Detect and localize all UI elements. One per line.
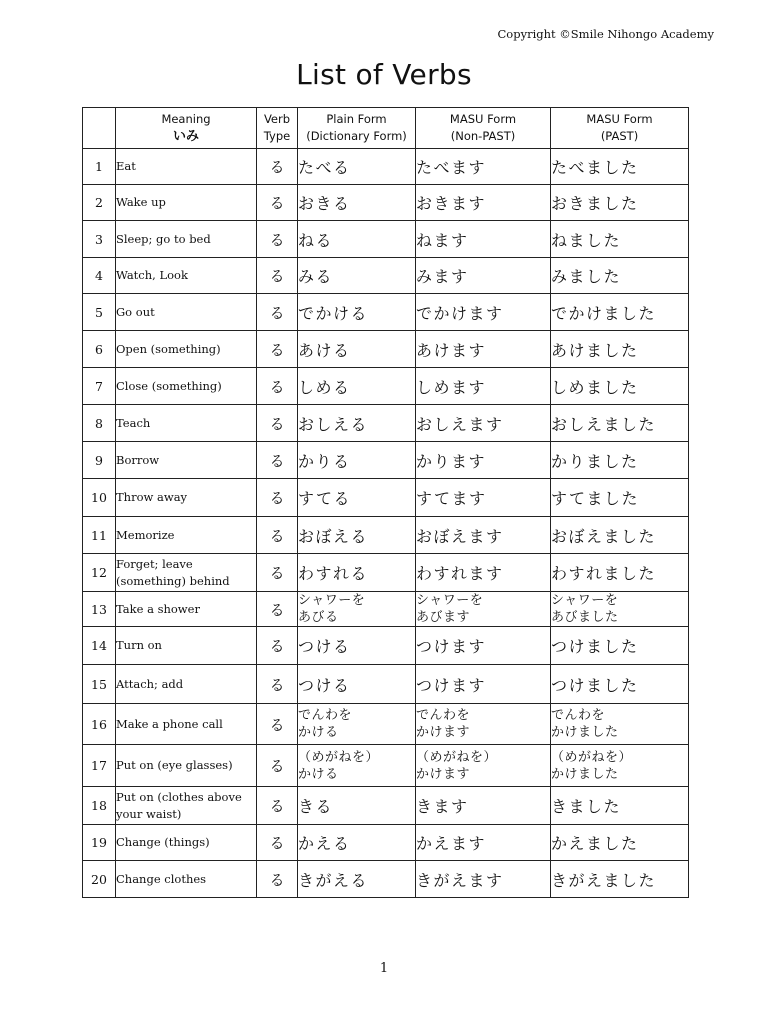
meaning-cell-line: Memorize [116, 527, 175, 542]
masu-nonpast-cell-line: （めがねを） [416, 749, 498, 765]
verb-rows [83, 149, 689, 898]
meaning-cell [116, 861, 257, 898]
verb-type-cell: る [257, 592, 298, 627]
table-row [83, 221, 689, 258]
meaning-cell-line: Change clothes [116, 871, 207, 886]
masu-past-cell-line: （めがねを） [551, 749, 633, 765]
meaning-cell-line: Change (things) [116, 835, 210, 849]
meaning-cell-line: Wake up [116, 195, 166, 209]
masu-nonpast-cell [416, 442, 551, 479]
verb-type-cell: る [257, 294, 298, 331]
plain-form-cell [298, 442, 416, 479]
masu-past-cell [551, 149, 689, 185]
masu-nonpast-cell-line: すてます [416, 489, 487, 508]
masu-nonpast-cell-line: ねます [416, 230, 469, 250]
masu-past-cell-line: かけました [551, 766, 619, 782]
meaning-cell-line: Forget; leave [116, 556, 193, 571]
plain-form-cell [298, 331, 416, 368]
masu-nonpast-cell-line: おぼえます [416, 526, 504, 546]
masu-past-cell [551, 258, 689, 294]
meaning-cell [116, 185, 257, 221]
table-row [83, 627, 689, 665]
row-number: 16 [83, 704, 116, 745]
masu-past-cell-line: でんわを [551, 708, 606, 723]
row-number: 9 [83, 442, 116, 479]
table-row [83, 442, 689, 479]
plain-form-cell [298, 479, 416, 517]
plain-form-cell-line: つける [298, 675, 351, 695]
copyright-notice: Copyright ©Smile Nihongo Academy [497, 27, 714, 41]
masu-nonpast-cell-line: かります [416, 451, 487, 471]
plain-form-cell-line: でんわを [298, 708, 353, 723]
table-row [83, 592, 689, 627]
meaning-cell-line: Make a phone call [116, 716, 223, 731]
verb-type-cell: る [257, 665, 298, 704]
masu-nonpast-cell-line: あびます [416, 610, 471, 625]
masu-past-cell-line: わすれました [551, 564, 657, 583]
masu-nonpast-cell-line: つけます [416, 675, 487, 695]
masu-nonpast-cell [416, 479, 551, 517]
masu-past-cell-line: ねました [551, 230, 622, 250]
masu-past-cell [551, 294, 689, 331]
plain-form-cell-line: でかける [298, 303, 369, 323]
plain-form-cell [298, 405, 416, 442]
masu-nonpast-cell [416, 554, 551, 592]
row-number: 6 [83, 331, 116, 368]
masu-nonpast-cell [416, 704, 551, 745]
page-number: 1 [379, 961, 389, 976]
meaning-cell [116, 258, 257, 294]
verb-type-cell: る [257, 861, 298, 898]
page-title: List of Verbs [296, 58, 472, 91]
masu-nonpast-cell-line: しめます [416, 377, 487, 397]
masu-nonpast-cell [416, 185, 551, 221]
masu-nonpast-cell-line: みます [416, 267, 469, 286]
header-masu-np-line2: (Non-PAST) [450, 129, 516, 143]
masu-past-cell-line: かりました [551, 451, 639, 471]
meaning-cell-line: Take a shower [116, 601, 200, 616]
masu-past-cell-line: すてました [551, 489, 639, 508]
masu-past-cell-line: あけました [551, 340, 639, 360]
verb-type-cell: る [257, 704, 298, 745]
row-number: 17 [83, 745, 116, 787]
verb-type-cell: る [257, 331, 298, 368]
verb-type-cell: る [257, 149, 298, 185]
masu-nonpast-cell [416, 787, 551, 825]
row-number: 12 [83, 554, 116, 592]
masu-past-cell [551, 405, 689, 442]
row-number: 13 [83, 592, 116, 627]
plain-form-cell [298, 592, 416, 627]
masu-nonpast-cell-line: おしえます [416, 414, 504, 434]
masu-past-cell [551, 221, 689, 258]
verb-table [82, 107, 689, 898]
masu-nonpast-cell [416, 825, 551, 861]
masu-past-cell-line: しめました [551, 377, 639, 397]
meaning-cell-line: Turn on [116, 638, 162, 652]
table-row [83, 665, 689, 704]
row-number: 7 [83, 368, 116, 405]
row-number: 2 [83, 185, 116, 221]
row-number: 19 [83, 825, 116, 861]
table-row [83, 368, 689, 405]
verb-type-cell: る [257, 825, 298, 861]
masu-past-cell [551, 517, 689, 554]
masu-past-cell-line: おしえました [551, 414, 657, 434]
plain-form-cell-line: ねる [298, 230, 334, 250]
header-verb-type [257, 108, 298, 149]
plain-form-cell-line: おしえる [298, 414, 369, 434]
plain-form-cell-line: あける [298, 340, 351, 360]
masu-past-cell [551, 861, 689, 898]
masu-nonpast-cell-line: きがえます [416, 870, 504, 890]
verb-type-cell: る [257, 368, 298, 405]
table-row [83, 258, 689, 294]
masu-nonpast-cell-line: でんわを [416, 708, 471, 723]
plain-form-cell-line: すてる [298, 489, 351, 508]
plain-form-cell [298, 368, 416, 405]
row-number: 15 [83, 665, 116, 704]
plain-form-cell-line: かえる [298, 834, 351, 853]
masu-past-cell-line: おぼえました [551, 526, 657, 546]
meaning-cell-line: Throw away [116, 490, 188, 504]
row-number: 4 [83, 258, 116, 294]
masu-nonpast-cell [416, 149, 551, 185]
meaning-cell-line: your waist) [116, 806, 182, 821]
table-row [83, 149, 689, 185]
meaning-cell-line: Borrow [116, 452, 160, 467]
masu-nonpast-cell-line: でかけます [416, 303, 504, 323]
meaning-cell [116, 825, 257, 861]
plain-form-cell-line: しめる [298, 377, 351, 397]
meaning-cell-line: (something) behind [116, 573, 230, 588]
masu-past-cell-line: つけました [551, 637, 639, 656]
header-meaning-en: Meaning [161, 112, 211, 126]
verb-type-cell: る [257, 405, 298, 442]
plain-form-cell-line: きる [298, 797, 334, 816]
header-number [83, 108, 116, 149]
plain-form-cell-line: おきる [298, 194, 351, 213]
plain-form-cell-line: みる [298, 267, 334, 286]
meaning-cell [116, 294, 257, 331]
meaning-cell [116, 479, 257, 517]
masu-past-cell [551, 331, 689, 368]
table-row [83, 294, 689, 331]
masu-nonpast-cell [416, 331, 551, 368]
row-number: 10 [83, 479, 116, 517]
masu-past-cell-line: かえました [551, 834, 639, 853]
plain-form-cell-line: つける [298, 637, 351, 656]
meaning-cell-line: Go out [116, 304, 155, 319]
masu-past-cell [551, 665, 689, 704]
meaning-cell [116, 745, 257, 787]
plain-form-cell [298, 825, 416, 861]
header-masu-past [551, 108, 689, 149]
verb-type-cell: る [257, 787, 298, 825]
header-verb-type-line1: Verb [263, 112, 291, 126]
masu-past-cell [551, 825, 689, 861]
masu-past-cell-line: たべました [551, 158, 639, 177]
meaning-cell-line: Open (something) [116, 341, 221, 356]
header-masu-np-line1: MASU Form [449, 112, 517, 126]
plain-form-cell-line: おぼえる [298, 526, 369, 546]
meaning-cell-line: Sleep; go to bed [116, 231, 211, 246]
header-masu-p-line1: MASU Form [586, 112, 653, 126]
plain-form-cell [298, 554, 416, 592]
masu-nonpast-cell [416, 517, 551, 554]
masu-past-cell-line: シャワーを [551, 593, 619, 608]
table-row [83, 517, 689, 554]
row-number: 5 [83, 294, 116, 331]
verb-type-cell: る [257, 745, 298, 787]
table-row [83, 479, 689, 517]
masu-nonpast-cell [416, 745, 551, 787]
meaning-cell [116, 704, 257, 745]
plain-form-cell-line: かりる [298, 451, 351, 471]
masu-past-cell-line: でかけました [551, 303, 657, 323]
meaning-cell-line: Attach; add [116, 676, 184, 691]
meaning-cell [116, 787, 257, 825]
masu-nonpast-cell-line: たべます [416, 158, 487, 177]
meaning-cell-line: Close (something) [116, 378, 222, 393]
verb-type-cell: る [257, 554, 298, 592]
header-plain-line2: (Dictionary Form) [306, 129, 407, 143]
plain-form-cell-line: きがえる [298, 870, 369, 890]
meaning-cell [116, 149, 257, 185]
masu-past-cell-line: つけました [551, 675, 639, 695]
plain-form-cell-line: （めがねを） [298, 749, 380, 765]
plain-form-cell [298, 517, 416, 554]
masu-nonpast-cell-line: おきます [416, 194, 487, 213]
masu-past-cell-line: きました [551, 797, 622, 816]
plain-form-cell [298, 704, 416, 745]
header-row [83, 108, 689, 149]
header-masu-nonpast [416, 108, 551, 149]
masu-past-cell [551, 627, 689, 665]
masu-nonpast-cell [416, 221, 551, 258]
masu-nonpast-cell-line: きます [416, 797, 469, 816]
plain-form-cell [298, 185, 416, 221]
plain-form-cell [298, 861, 416, 898]
verb-type-cell: る [257, 185, 298, 221]
meaning-cell-line: Put on (eye glasses) [116, 758, 233, 772]
meaning-cell [116, 405, 257, 442]
meaning-cell [116, 554, 257, 592]
row-number: 8 [83, 405, 116, 442]
masu-past-cell-line: かけました [551, 725, 619, 740]
meaning-cell [116, 221, 257, 258]
verb-type-cell: る [257, 258, 298, 294]
meaning-cell-line: Eat [116, 159, 136, 173]
header-plain-line1: Plain Form [326, 112, 387, 126]
table-row [83, 787, 689, 825]
masu-nonpast-cell [416, 592, 551, 627]
masu-past-cell-line: きがえました [551, 870, 657, 890]
table-row [83, 554, 689, 592]
plain-form-cell [298, 787, 416, 825]
table-row [83, 185, 689, 221]
masu-past-cell [551, 592, 689, 627]
verb-type-cell: る [257, 479, 298, 517]
row-number: 1 [83, 149, 116, 185]
plain-form-cell-line: わすれる [298, 564, 369, 583]
verb-type-cell: る [257, 221, 298, 258]
masu-nonpast-cell [416, 258, 551, 294]
masu-nonpast-cell-line: つけます [416, 637, 487, 656]
masu-nonpast-cell [416, 665, 551, 704]
plain-form-cell [298, 745, 416, 787]
verb-type-cell: る [257, 442, 298, 479]
masu-nonpast-cell [416, 405, 551, 442]
masu-past-cell [551, 479, 689, 517]
masu-past-cell [551, 368, 689, 405]
plain-form-cell-line: かける [298, 766, 339, 782]
plain-form-cell-line: シャワーを [298, 593, 366, 608]
plain-form-cell-line: かける [298, 725, 339, 740]
masu-nonpast-cell-line: かえます [416, 834, 487, 853]
plain-form-cell [298, 294, 416, 331]
plain-form-cell-line: たべる [298, 158, 351, 177]
masu-past-cell [551, 787, 689, 825]
table-row [83, 825, 689, 861]
plain-form-cell [298, 627, 416, 665]
row-number: 14 [83, 627, 116, 665]
header-meaning-ja: いみ [172, 129, 199, 144]
masu-nonpast-cell-line: かけます [416, 766, 471, 782]
table-row [83, 861, 689, 898]
meaning-cell [116, 627, 257, 665]
table-row [83, 405, 689, 442]
table-row [83, 704, 689, 745]
plain-form-cell [298, 665, 416, 704]
masu-nonpast-cell [416, 294, 551, 331]
plain-form-cell [298, 258, 416, 294]
masu-past-cell [551, 704, 689, 745]
header-meaning [116, 108, 257, 149]
meaning-cell [116, 442, 257, 479]
masu-nonpast-cell-line: かけます [416, 725, 471, 740]
header-plain-form [298, 108, 416, 149]
plain-form-cell [298, 221, 416, 258]
row-number: 18 [83, 787, 116, 825]
masu-past-cell [551, 442, 689, 479]
masu-past-cell-line: みました [551, 267, 622, 286]
masu-nonpast-cell [416, 368, 551, 405]
table-row [83, 331, 689, 368]
masu-past-cell-line: おきました [551, 194, 639, 213]
masu-nonpast-cell [416, 861, 551, 898]
meaning-cell [116, 517, 257, 554]
plain-form-cell-line: あびる [298, 610, 339, 625]
meaning-cell-line: Put on (clothes above [116, 789, 242, 804]
meaning-cell [116, 368, 257, 405]
row-number: 20 [83, 861, 116, 898]
meaning-cell [116, 665, 257, 704]
masu-nonpast-cell-line: わすれます [416, 564, 504, 583]
row-number: 3 [83, 221, 116, 258]
masu-past-cell [551, 185, 689, 221]
verb-type-cell: る [257, 627, 298, 665]
meaning-cell [116, 331, 257, 368]
header-masu-p-line2: (PAST) [600, 129, 639, 143]
table-row [83, 745, 689, 787]
masu-past-cell-line: あびました [551, 610, 619, 625]
meaning-cell-line: Watch, Look [116, 268, 188, 282]
masu-past-cell [551, 745, 689, 787]
meaning-cell [116, 592, 257, 627]
row-number: 11 [83, 517, 116, 554]
masu-nonpast-cell-line: シャワーを [416, 593, 484, 608]
header-verb-type-line2: Type [263, 129, 291, 143]
meaning-cell-line: Teach [116, 415, 151, 430]
masu-nonpast-cell-line: あけます [416, 340, 487, 360]
masu-nonpast-cell [416, 627, 551, 665]
masu-past-cell [551, 554, 689, 592]
plain-form-cell [298, 149, 416, 185]
verb-type-cell: る [257, 517, 298, 554]
